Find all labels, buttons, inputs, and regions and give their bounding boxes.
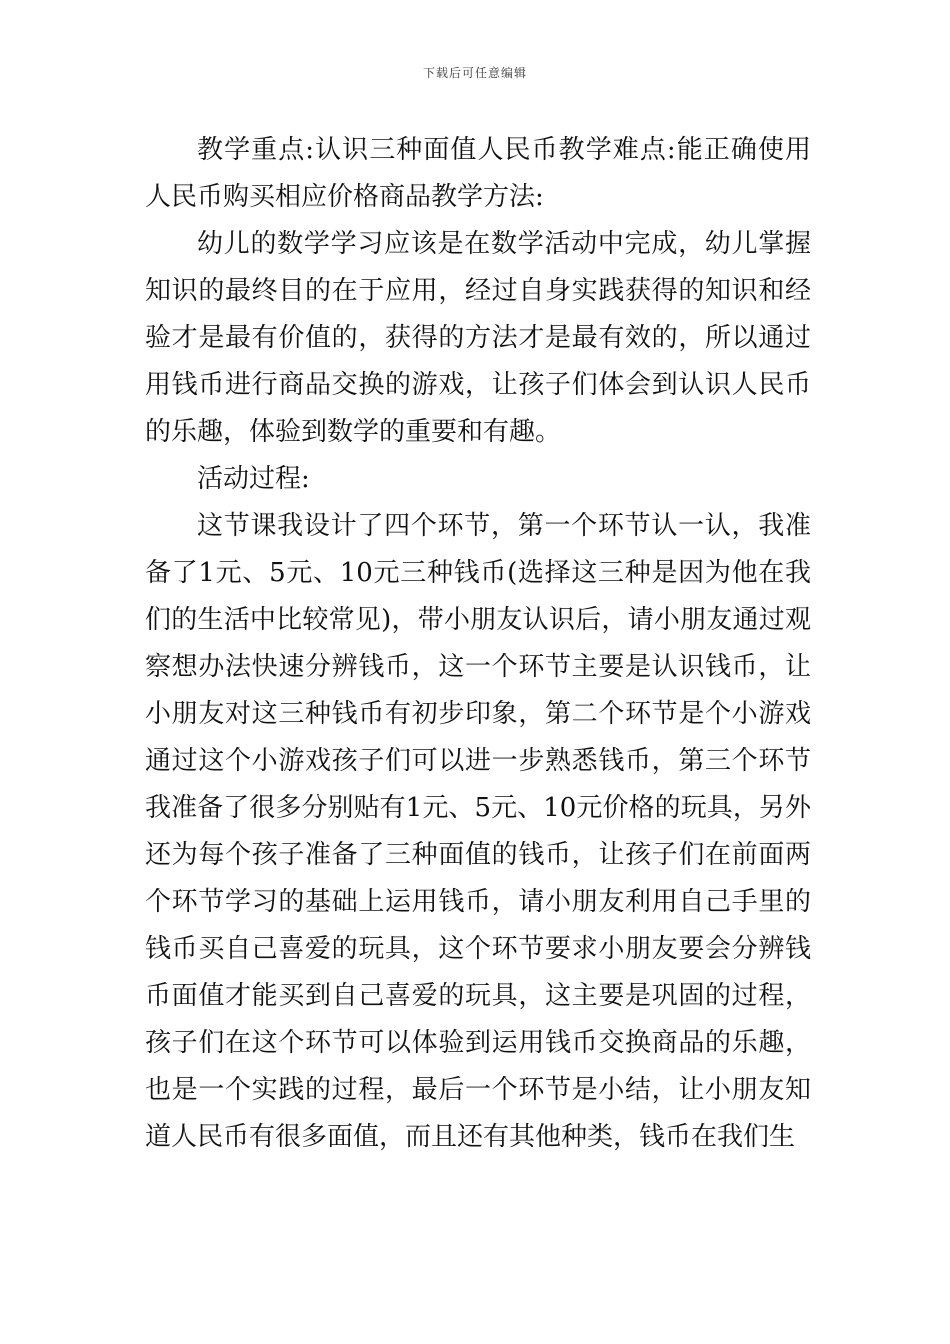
page-header: 下载后可任意编辑 [422,66,527,80]
paragraph-teaching-focus: 教学重点:认识三种面值人民币教学难点:能正确使用人民币购买相应价格商品教学方法: [145,135,811,212]
paragraph-activity-heading: 活动过程: [197,464,310,494]
document-body [145,127,811,1161]
paragraph-activity-process: 这节课我设计了四个环节，第一个环节认一认，我准备了1元、5元、10元三种钱币(选择这三种是因为他在我们的生活中比较常见)，带小朋友认识后，请小朋友通过观察想办法快速分辨钱币，这一个环节主要是认识钱币，让小朋友对这三种钱币有初步印象，第二个环节是个小游戏通过这个小游戏孩子们可以进一步熟悉钱币，第三个环节我准备了很多分别贴有1元、5元、10元价格的玩具，另外还为每个孩子准备了三种面值的钱币，让孩子们在前面两个环节学习的基础上运用钱币，请小朋友利用自己手里的钱币买自己喜爱的玩具，这个环节要求小朋友要会分辨钱币面值才能买到自己喜爱的玩具，这主要是巩固的过程，孩子们在这个环节可以体验到运用钱币交换商品的乐趣，也是一个实践的过程，最后一个环节是小结，让小朋友知道人民币有很多面值，而且还有其他种类，钱币在我们生 [145,511,811,1152]
paragraph-learning-rationale: 幼儿的数学学习应该是在数学活动中完成，幼儿掌握知识的最终目的在于应用，经过自身实践获得的知识和经验才是最有价值的，获得的方法才是最有效的，所以通过用钱币进行商品交换的游戏，让孩子们体会到认识人民币的乐趣，体验到数学的重要和有趣。 [145,229,811,447]
